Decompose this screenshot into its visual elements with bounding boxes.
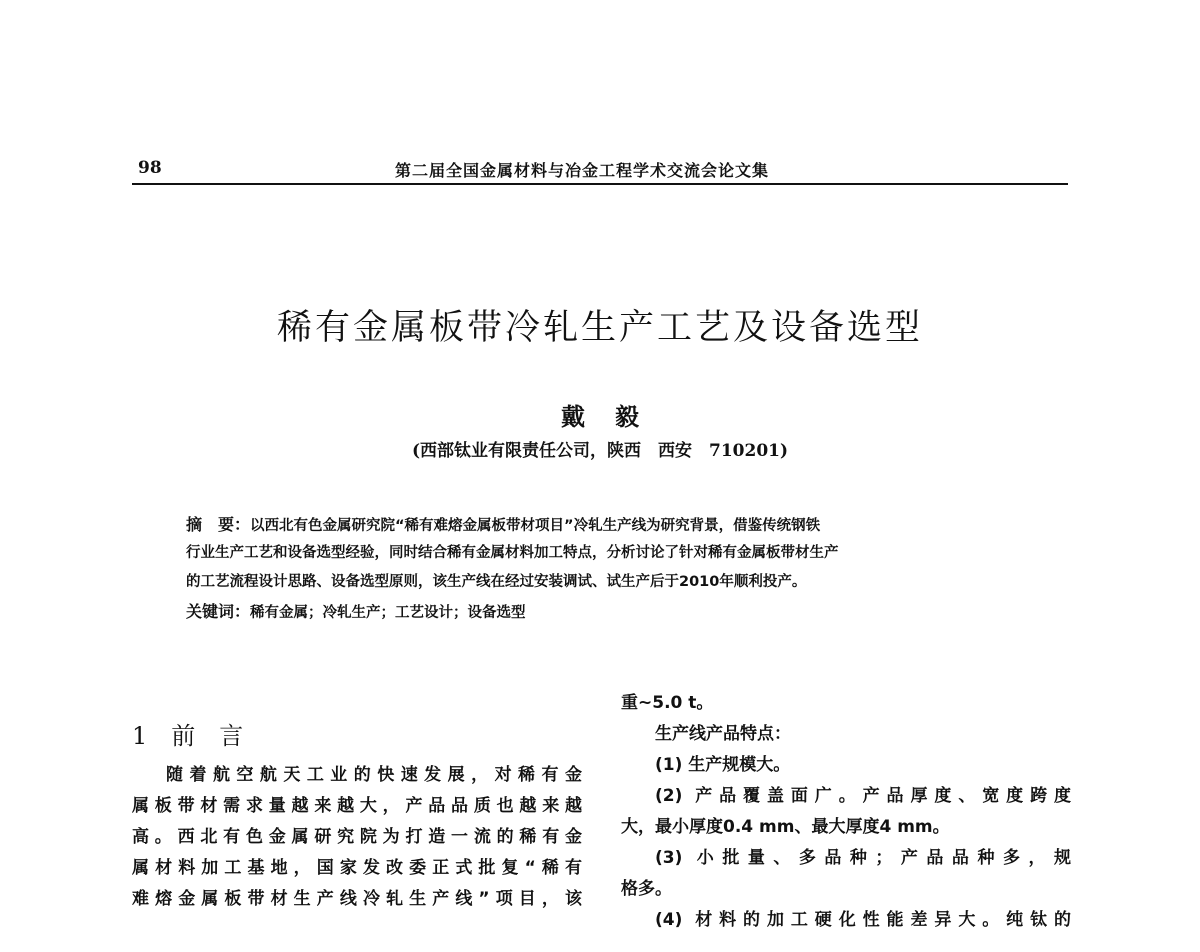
- keywords-line: [186, 597, 1016, 626]
- keywords-text: 稀有金属；冷轧生产；工艺设计；设备选型: [250, 605, 526, 621]
- abstract-block: [186, 510, 1016, 626]
- running-header: 第二届全国金属材料与冶金工程学术交流会论文集: [395, 161, 770, 180]
- author-name: [0, 397, 1200, 432]
- header-rule: [132, 183, 1068, 185]
- page-number: 98: [138, 158, 162, 178]
- list-item: (3) 小批量、多品种；产品品种多，规: [655, 848, 1071, 868]
- list-item: (2) 产品覆盖面广。产品厚度、宽度跨度: [655, 786, 1071, 806]
- body-line: 随着航空航天工业的快速发展，对稀有金: [166, 765, 582, 785]
- body-line: 格多。: [621, 879, 672, 899]
- abstract-line: [186, 510, 1016, 539]
- body-line: 属板带材需求量越来越大，产品品质也越来越: [132, 796, 582, 816]
- abstract-text: 以西北有色金属研究院“稀有难熔金属板带材项目”冷轧生产线为研究背景，借鉴传统钢铁: [250, 518, 821, 534]
- keywords-label: 关键词：: [186, 602, 251, 621]
- section-heading: 1 前 言: [132, 722, 244, 750]
- right-column-body: [621, 688, 1071, 936]
- body-line: 难熔金属板带材生产线冷轧生产线”项目，该: [132, 889, 582, 909]
- abstract-line: 的工艺流程设计思路、设备选型原则，该生产线在经过安装调试、试生产后于2010年顺利投产。: [186, 574, 807, 590]
- body-line: 大，最小厚度0.4 mm、最大厚度4 mm。: [621, 817, 950, 837]
- author-affiliation: (西部钛业有限责任公司，陕西 西安 710201): [411, 441, 789, 461]
- paper-title: 稀有金属板带冷轧生产工艺及设备选型: [276, 308, 923, 348]
- abstract-label: 摘 要：: [186, 515, 251, 534]
- body-line: 属材料加工基地，国家发改委正式批复“稀有: [132, 858, 582, 878]
- body-line: 生产线产品特点：: [655, 724, 791, 744]
- abstract-line: 行业生产工艺和设备选型经验，同时结合稀有金属材料加工特点，分析讨论了针对稀有金属板带材生产: [186, 545, 839, 561]
- section1-body: [132, 760, 582, 915]
- body-line: 重~5.0 t。: [621, 693, 714, 713]
- list-item: (1) 生产规模大。: [655, 755, 791, 775]
- author-name-part2: 毅: [615, 403, 639, 431]
- list-item: (4) 材料的加工硬化性能差异大。纯钛的: [655, 910, 1071, 930]
- body-line: 高。西北有色金属研究院为打造一流的稀有金: [132, 827, 582, 847]
- author-name-part1: 戴: [561, 403, 585, 431]
